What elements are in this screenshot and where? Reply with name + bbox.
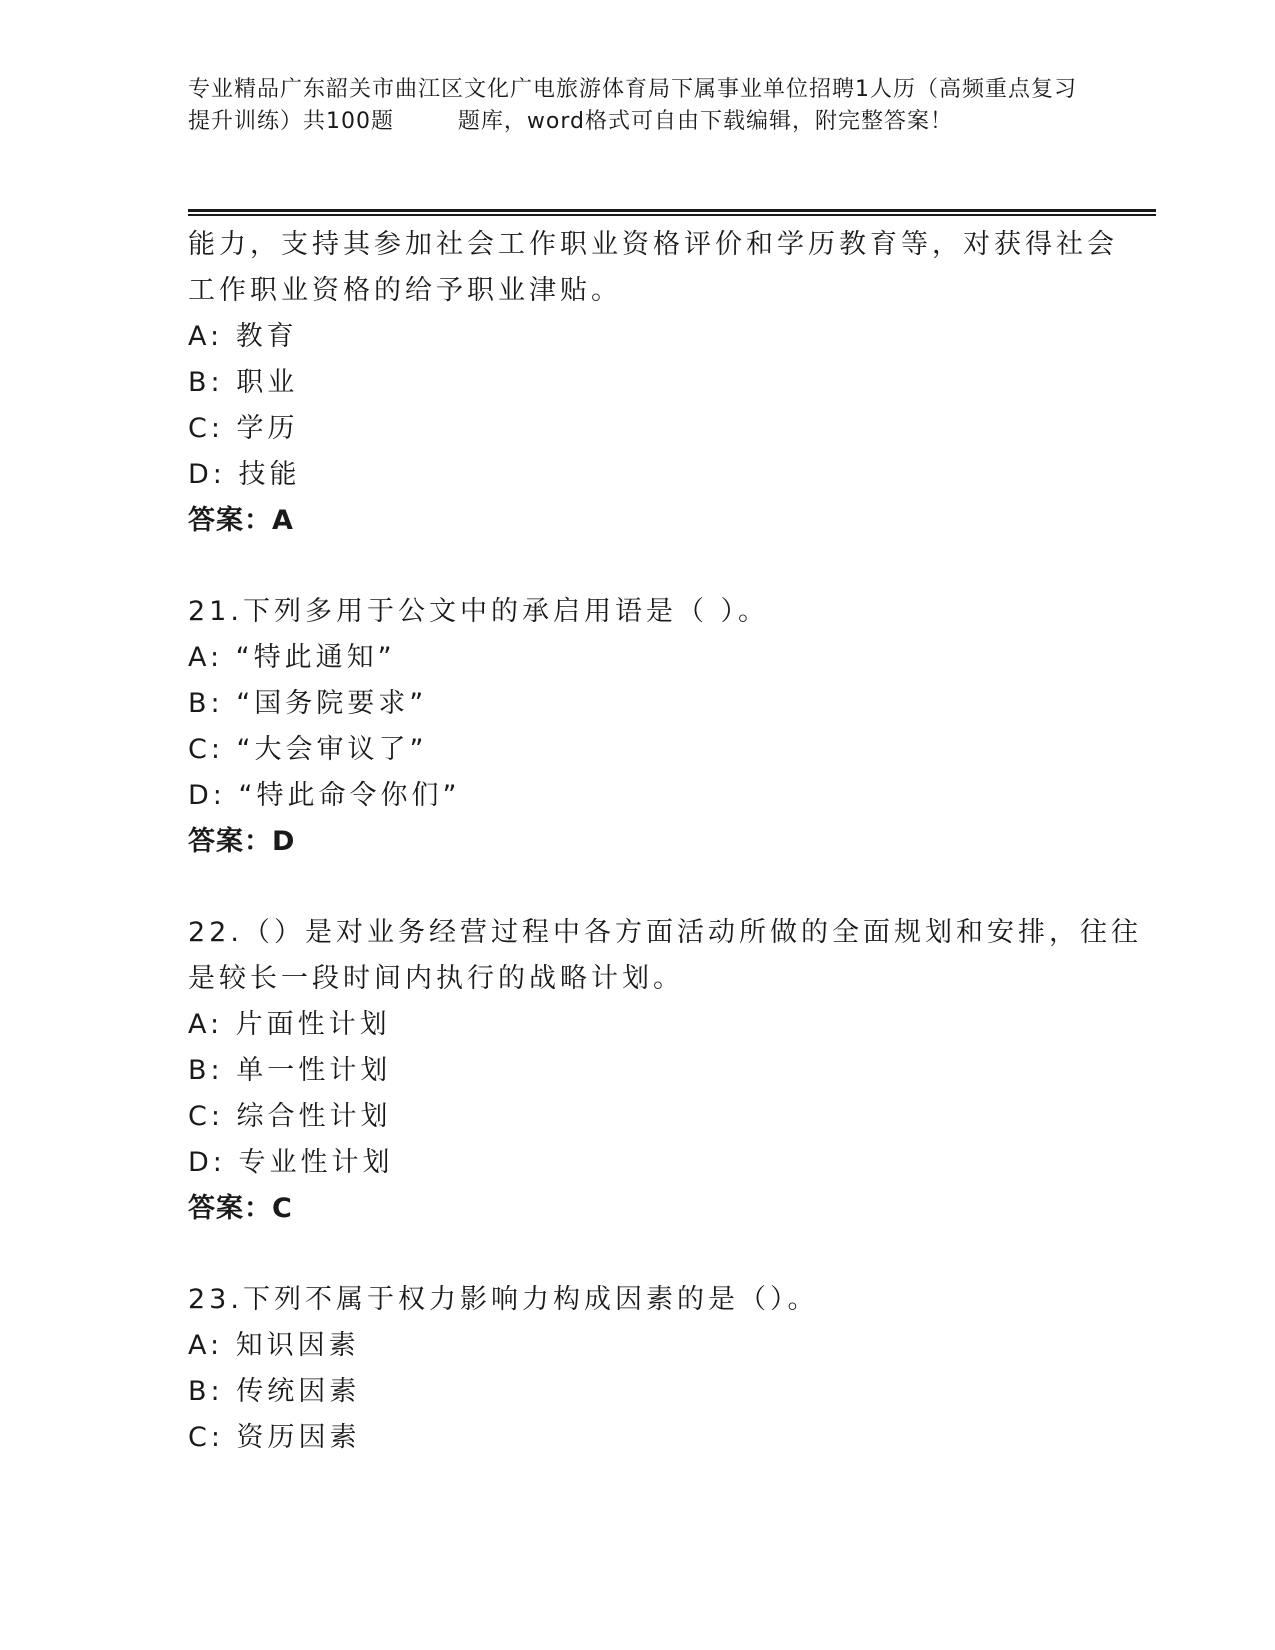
question-20-answer: 答案：A — [188, 505, 294, 536]
question-22-option-b: B: 单一性计划 — [188, 1055, 392, 1086]
question-20-stem-line-1: 能力，支持其参加社会工作职业资格评价和学历教育等，对获得社会 — [188, 229, 1118, 260]
question-21-option-d: D: “特此命令你们” — [188, 780, 461, 811]
question-spacer — [188, 1232, 1088, 1277]
question-22-option-d: D: 专业性计划 — [188, 1147, 394, 1178]
question-21-block — [188, 589, 1088, 865]
question-22-answer: 答案：C — [188, 1193, 293, 1224]
question-23-option-c: C: 资历因素 — [188, 1422, 361, 1453]
question-21-option-a: A: “特此通知” — [188, 642, 396, 673]
question-spacer — [188, 865, 1088, 910]
question-21-stem: 21.下列多用于公文中的承启用语是（ ）。 — [188, 596, 770, 627]
question-22-stem-line-1: 22.（）是对业务经营过程中各方面活动所做的全面规划和安排，往往 — [188, 917, 1142, 948]
question-22-block — [188, 910, 1142, 1232]
question-23-stem: 23.下列不属于权力影响力构成因素的是（）。 — [188, 1284, 819, 1315]
question-22-option-c: C: 综合性计划 — [188, 1101, 392, 1132]
question-spacer — [188, 544, 1088, 589]
question-content — [188, 222, 1142, 1461]
question-22-option-a: A: 片面性计划 — [188, 1009, 391, 1040]
question-20-option-b: B: 职业 — [188, 367, 299, 398]
header-divider — [188, 209, 1156, 216]
question-20-stem-line-2: 工作职业资格的给予职业津贴。 — [188, 275, 622, 306]
question-23-option-b: B: 传统因素 — [188, 1376, 361, 1407]
question-21-option-b: B: “国务院要求” — [188, 688, 428, 719]
question-22-stem-line-2: 是较长一段时间内执行的战略计划。 — [188, 963, 684, 994]
question-23-option-a: A: 知识因素 — [188, 1330, 360, 1361]
question-23-block — [188, 1277, 1088, 1461]
question-21-answer: 答案：D — [188, 826, 296, 857]
question-20-option-a: A: 教育 — [188, 321, 298, 352]
question-21-option-c: C: “大会审议了” — [188, 734, 428, 765]
document-header-title: 专业精品广东韶关市曲江区文化广电旅游体育局下属事业单位招聘1人历（高频重点复习提升训练）共100题 题库，word格式可自由下载编辑，附完整答案！ — [188, 77, 1077, 134]
question-20-option-d: D: 技能 — [188, 459, 301, 490]
question-20-option-c: C: 学历 — [188, 413, 299, 444]
question-20-block — [188, 222, 1118, 544]
